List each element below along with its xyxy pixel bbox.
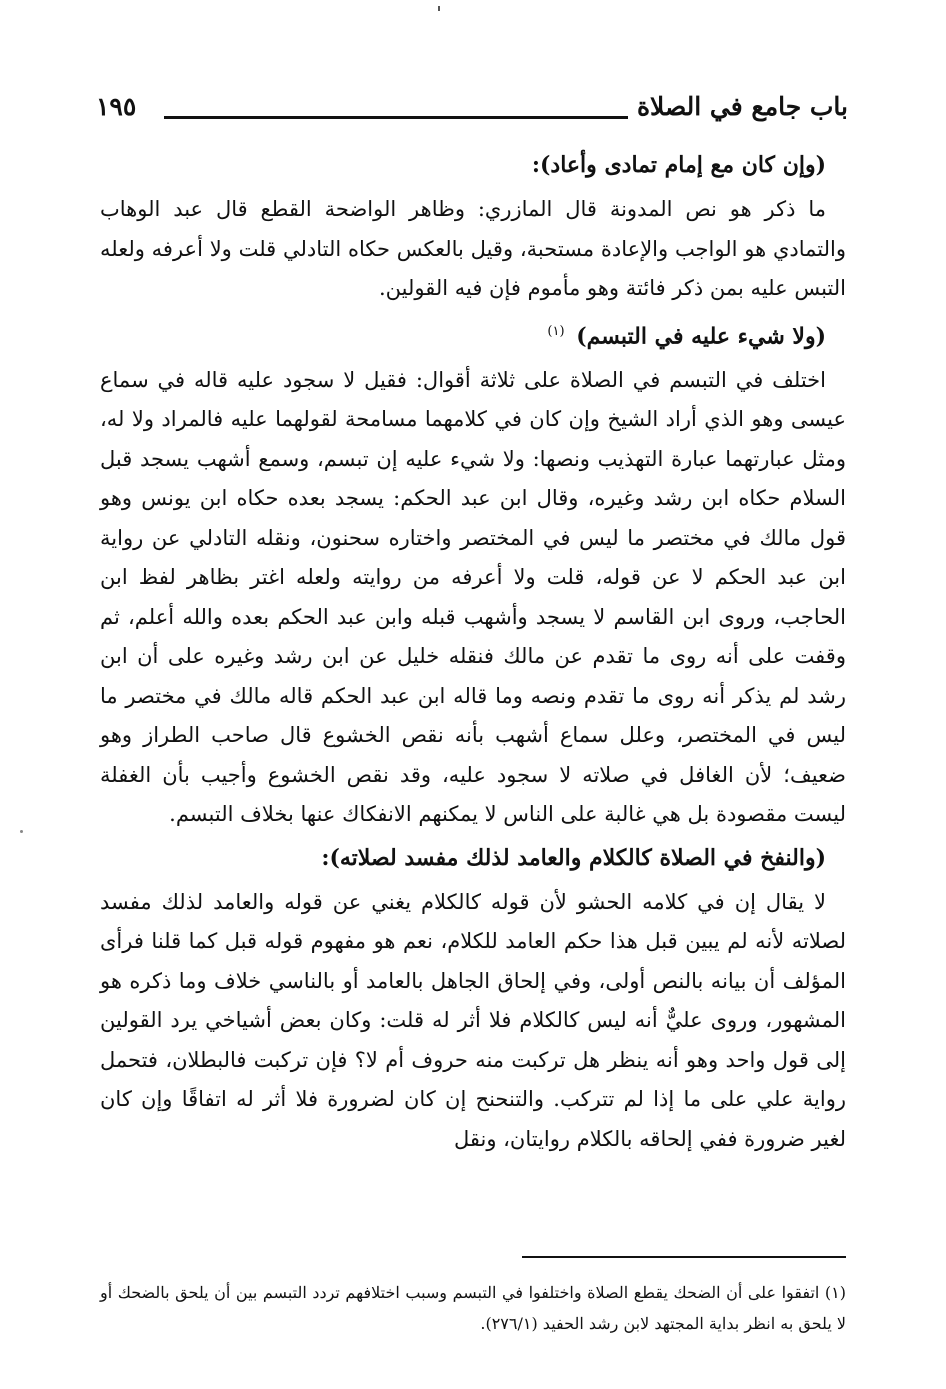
running-header	[96, 92, 848, 132]
section-paragraph: اختلف في التبسم في الصلاة على ثلاثة أقوال: فقيل لا سجود عليه قاله في سماع عيسى وهو الذي أراد الشيخ وإن كان في كلامهما مسامحة لقولهما عليه فالمراد ولا له، ومثل عبارتهما عبارة التهذيب ونصها: ولا شيء عليه إن تبسم، وسمع أشهب يسجد قبل السلام حكاه ابن رشد وغيره، وقال ابن عبد الحكم: يسجد بعده حكاه ابن يونس وهو قول مالك في مختصر ما ليس في المختصر واختاره سحنون، ونقله التادلي عن رواية ابن عبد الحكم لا عن قوله، قلت ولا أعرفه من روايته ولعله اغتر بظاهر لفظ ابن الحاجب، وروى ابن القاسم لا يسجد وأشهب قبله وابن عبد الحكم بعده والله أعلم، ثم وقفت على أنه روى ما تقدم عن مالك فنقله خليل عن ابن رشد وغيره على أن ابن رشد لم يذكر أنه روى ما تقدم ونصه وما قاله ابن عبد الحكم قاله مالك في مختصر ما ليس في المختصر، وعلل سماع أشهب بأنه نقص الخشوع قال صاحب الطراز وهو ضعيف؛ لأن الغافل في صلاته لا سجود عليه، وقد نقص الخشوع وأجيب بأن الغفلة ليست مقصودة بل هي غالبة على الناس لا يمكنهم الانفكاك عنها بخلاف التبسم.	[100, 367, 846, 827]
section-paragraph: ما ذكر هو نص المدونة قال المازري: وظاهر الواضحة القطع قال عبد الوهاب والتمادي هو الواجب والإعادة مستحبة، وقيل بالعكس حكاه التادلي قلت ولا أعرفه ولعله التبس عليه بمن ذكر فائتة وهو مأموم فإن فيه القولين.	[100, 197, 846, 300]
header-rule	[164, 116, 628, 119]
footnote: (١) اتفقوا على أن الضحك يقطع الصلاة واختلفوا في التبسم وسبب اختلافهم تردد التبسم بين أن يلحق بالضحك أو لا يلحق به انظر بداية المجتهد لابن رشد الحفيد (٢٧٦/١).	[100, 1283, 846, 1333]
section-heading-text: (وإن كان مع إمام تمادى وأعاد):	[531, 152, 826, 178]
scan-mark-side	[20, 830, 23, 833]
page-number: ١٩٥	[96, 92, 137, 121]
footnote-separator	[522, 1256, 846, 1258]
scan-mark	[438, 6, 440, 11]
section-heading	[100, 313, 826, 355]
section-heading-text: (والنفخ في الصلاة كالكلام والعامد لذلك مفسد لصلاته):	[321, 844, 826, 871]
main-text	[100, 142, 846, 1163]
section-heading	[100, 146, 826, 184]
section-paragraph: لا يقال إن في كلامه الحشو لأن قوله كالكلام يغني عن قوله والعامد لذلك مفسد لصلاته لأنه لم يبين قبل هذا حكم العامد للكلام، نعم هو مفهوم قوله قبل كما قلنا فرأى المؤلف أن بيانه بالنص أولى، وفي إلحاق الجاهل بالعامد أو بالناسي خلاف وما ذكره هو المشهور، وروى عليٌّ أنه ليس كالكلام فلا أثر له قلت: وكان بعض أشياخي يرد القولين إلى قول واحد وهو أنه ينظر هل تركبت منه حروف أم لا؟ فإن تركبت فالبطلان، فتحمل رواية علي على ما إذا لم تتركب. والتنحنح إن كان لضرورة فلا أثر له اتفاقًا وإن كان لغير ضرورة ففي إلحاقه بالكلام روايتان، ونقل	[100, 889, 847, 1151]
section-heading	[100, 839, 826, 877]
section-heading-text: (ولا شيء عليه في التبسم)	[576, 322, 826, 349]
footnote-reference[interactable]: (١)	[547, 323, 565, 339]
chapter-title: باب جامع في الصلاة	[636, 92, 848, 121]
